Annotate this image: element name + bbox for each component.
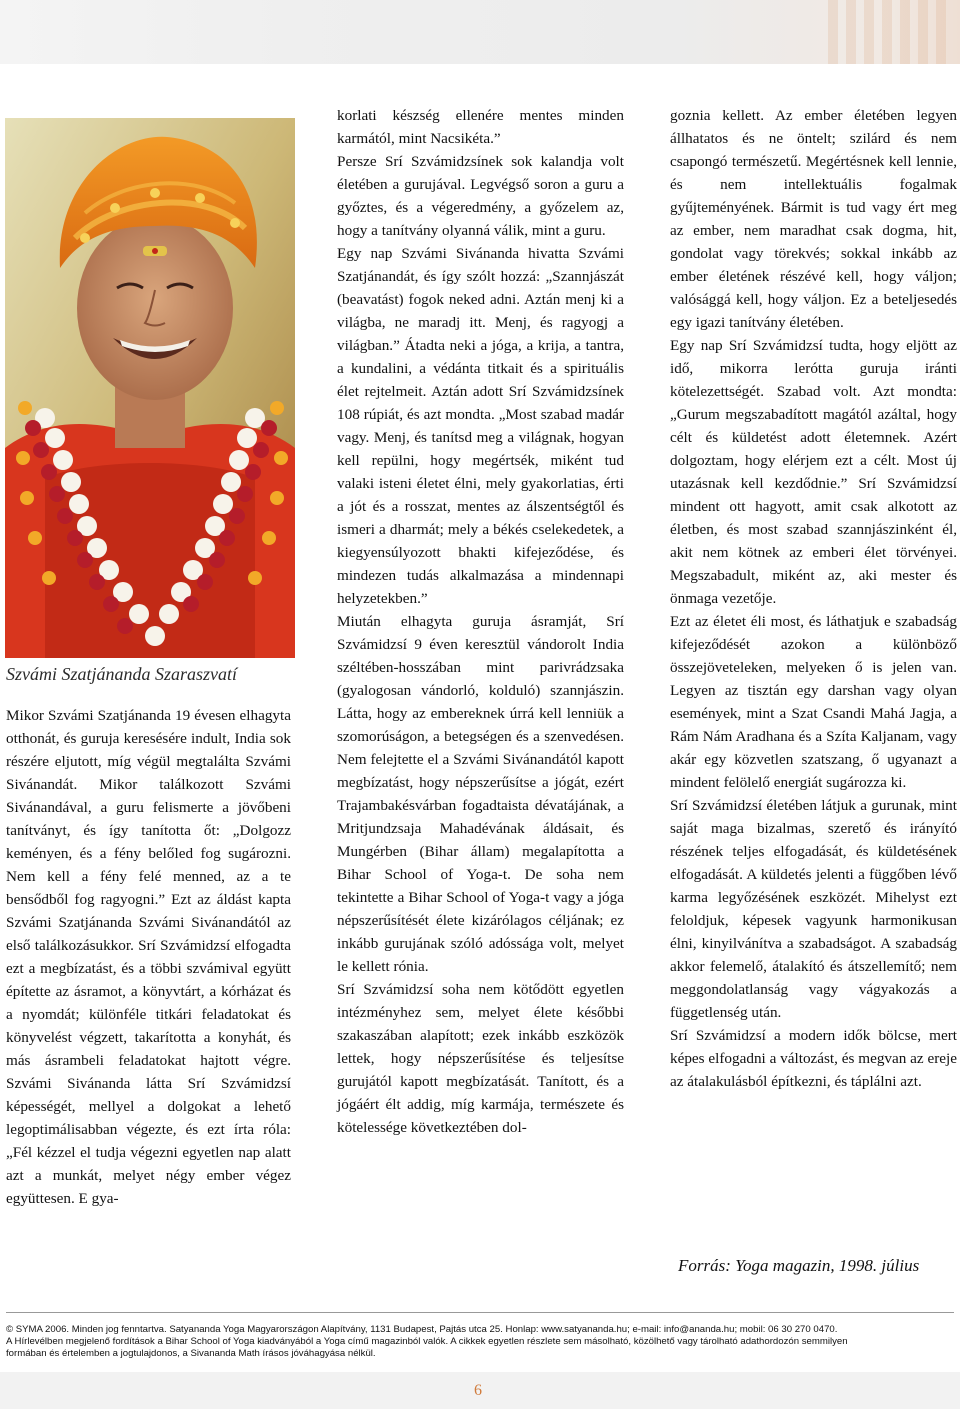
paragraph: Persze Srí Szvámidzsínek sok kalandja volt életében a gurujával. Legvégső soron a guru a győztes, és a végeredmény, a győzelem az, hogy a tanítvány olyanná válik, mint a guru. (337, 153, 624, 239)
footer-divider (6, 1312, 954, 1313)
copyright-line: © SYMA 2006. Minden jog fenntartva. Satyananda Yoga Magyarországon Alapítvány, 1131 Budapest, Pajtás utca 25. Honlap: www.satyananda.hu; e-mail: info@ananda.hu; mobil: 06 30 270 0470. (6, 1324, 838, 1335)
paragraph: Ezt az életet éli most, és láthatjuk e szabadság kifejeződését azokon a különböző összejöveteleken, melyeken ő is jelen van. Legyen az tisztán egy darshan vagy olyan események, mint a Szat Csandi Mahá Jagja, a Rám Nám Aradhana és a Szíta Kaljanam, vagy akár egy közvetlen szatszang, ő ugyanazt a mindent felölelő energiát sugározza ki. (670, 613, 957, 791)
source-citation: Forrás: Yoga magazin, 1998. július (678, 1256, 920, 1275)
paragraph: korlati készség ellenére mentes minden karmától, mint Nacsikéta.” (337, 107, 624, 147)
paragraph: goznia kellett. Az ember életében legyen állhatatos és ne öntelt; szilárd és nem csapongó természetű. Megértésnek kell lennie, és nem intellektuális fogalmak gyűjteményének. Bármit is tud vagy ért meg az ember, nem maradhat csak dogma, hit, gondolat vagy törekvés; sokkal inkább az ember életének részévé kell, hogy váljon; valósággá kell, hogy váljon. Ez a beteljesedés egy igazi tanítvány életében. (670, 107, 957, 331)
top-decorative-band (0, 0, 960, 64)
article-column-3 (670, 104, 957, 1093)
footer-notice-line: formában és értelemben a jogtulajdonos, a Sivananda Math írásos jóváhagyása nélkül. (6, 1348, 376, 1359)
article-column-2 (337, 104, 624, 1139)
paragraph: Mikor Szvámi Szatjánanda 19 évesen elhagyta otthonát, és guruja keresésére indult, India sok részére eljutott, míg végül megtalálta Szvámi Sivánandát. Mikor találkozott Szvámi Sivánandával, a guru felismerte a jövőbeni tanítványt, és így tanította őt: „Dolgozz keményen, és a fény belőled fog sugározni. Nem kell a fény felé menned, az a te bensődből fog ragyogni.” Ezt az áldást kapta Szvámi Szatjánanda Szvámi Sivánandától az első találkozásukkor. Srí Szvámidzsí elfogadta ezt a megbízatást, és a többi szvámival együtt építette az ásramot, a könyvtárt, a kórházat és a nyomdát; különféle titkári feladatokat és könyvelést végzett, takarította a konyhát, és más ásrambeli feladatokat hajtott végre. Szvámi Sivánanda látta Srí Szvámidzsí képességét, mellyel a dolgokat a lehető legoptimálisabban végezte, és ezt írta róla: „Fél kézzel el tudja végezni egyetlen nap alatt azt a munkát, melyet négy ember végez együttesen. E gya- (6, 707, 291, 1207)
page-number: 6 (474, 1382, 482, 1399)
paragraph: Egy nap Szvámi Sivánanda hivatta Szvámi Szatjánandát, és így szólt hozzá: „Szannjászát (beavatást) fogok neked adni. Aztán menj ki a világba, ne maradj itt. Menj, és ragyogj a világban.” Átadta neki a jóga, a krija, a tantra, a kundalini, a védánta titkait és a spirituális élet rejtelmeit. Aztán adott Srí Szvámidzsínek 108 rúpiát, és azt mondta. „Most szabad madár vagy. Menj, és tanítsd meg a világnak, hogyan kell repülni, hogy megértsék, miként tud valaki isteni életet élni, mely gyakorlatias, érti a jót és a rosszat, mentes az álszentségtől és ismeri a dharmát; mely a békés cselekedetek, a kiegyensúlyozott bhakti kifejeződése, és mindezen tudás alkalmazása a mindennapi helyzetekben.” (337, 245, 624, 607)
portrait-illustration (5, 118, 295, 658)
paragraph: Srí Szvámidzsí soha nem kötődött egyetlen intézményhez sem, melyet élete későbbi szakaszában alapított; ezek inkább eszközök lettek, hogy népszerűsítése és teljesítse gurujától kapott megbízatását. Tanított, és a jógáért élt addig, míg karmája, természete és kötelessége következtében dol- (337, 981, 624, 1136)
ornament-pattern (828, 0, 948, 64)
paragraph: Srí Szvámidzsí a modern idők bölcse, mert képes elfogadni a változást, és megvan az ereje az átalakulásból építkezni, és táplálni azt. (670, 1027, 957, 1090)
paragraph: Srí Szvámidzsí életében látjuk a gurunak, mint saját maga bizalmas, szerető és irányító részének teljes elfogadását, és küldetésének elfogadását. A küldetés jelenti a függőben lévő karma legyőzésének eszközét. Mihelyst ezt feloldjuk, képesek vagyunk harmonikusan élni, kinyilvánítva a szabadságot. A szabadság akkor felemelő, átalakító és átszellemítő; nem meggondolatlanság vagy vágyakozás a függetlenség után. (670, 797, 957, 1021)
paragraph: Egy nap Srí Szvámidzsí tudta, hogy eljött az idő, mikorra lerótta guruja iránti kötelezettségét. Szabad volt. Azt mondta: „Gurum megszabadított magától azáltal, hogy célt és küldetést adott életemnek. Azért dolgoztam, hogy elérjem ezt a célt. Most új utazásnak kell kezdődnie.” Srí Szvámidzsí mindent ott hagyott, amit csak alkotott az életben, és most szabad szannjászinként él, akit nem kötnek az emberi élet törvényei. Megszabadult, miként az, aki mester és önmaga vezetője. (670, 337, 957, 607)
footer-notice-line: A Hírlevélben megjelenő fordítások a Bihar School of Yoga kiadványából a Yoga című magazinból valók. A cikkek egyetlen részlete sem másolható, közölhető vagy tárolható adathordozón semmilyen (6, 1336, 848, 1347)
paragraph: Miután elhagyta guruja ásramját, Srí Szvámidzsí 9 éven keresztül vándorolt India széltében-hosszában mint parivrádzsaka (gyalogosan vándorló, kolduló) szannjászin. Látta, hogy az embereknek úrrá kell lenniük a szomorúságon, a betegségen és a szenvedésen. Nem felejtette el a Szvámi Sivánandától kapott megbízatást, hogy népszerűsítse a jógát, ezért Trajambakésvárban fogadtaista dévatájának, a Mritjundzsaja Mahadévának áldásait, és Mungérben (Bihar állam) megalapította a Bihar School of Yoga-t. De soha nem tekintette a Bihar School of Yoga-t vagy a jóga népszerűsítését élete kizárólagos céljának; ez inkább gurujának szóló adóssága volt, melyet le kellett rónia. (337, 613, 624, 975)
portrait-photo (5, 118, 295, 658)
article-column-1 (6, 704, 291, 1210)
photo-caption: Szvámi Szatjánanda Szaraszvatí (6, 664, 238, 684)
